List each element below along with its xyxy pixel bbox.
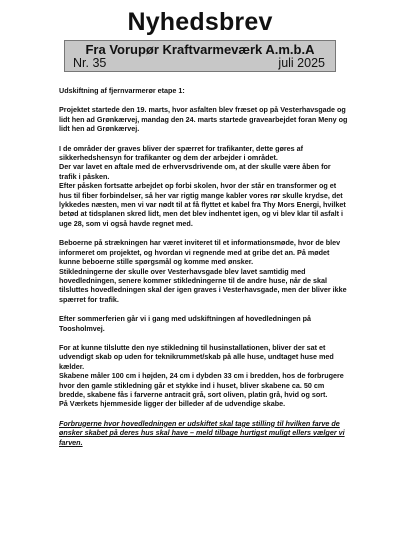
newsletter-title: Nyhedsbrev (127, 8, 273, 36)
footer-note: Forbrugerne hvor hovedledningen er udskiftet skal tage stilling til hvilken farve de ønsker skabet på deres hus skal have – meld tilbage hurtigst muligt ellers vælger vi farven. (59, 418, 345, 447)
article-heading: Udskiftning af fjernvarmerør etape 1: (59, 86, 185, 95)
article-body (59, 86, 349, 457)
paragraph-residents: Beboerne på strækningen har været inviteret til et informationsmøde, hvor de blev informeret om projektet, og hvordan vi regnende med at gribe det an. På mødet kunne beboerne stille spørgsmål og komme med ønsker. Stikledningerne der skulle over Vesterhavsgade blev lavet samtidig med hovedledningen, senere kommer stikledningerne til de andre huse, når de skal tilsluttes hovedledningen skal der igen graves i Vesterhavsgade, men der bliver ikke spærret for trafik. (59, 238, 347, 304)
paragraph-cabinets: For at kunne tilslutte den nye stikledning til husinstallationen, bliver der sat et udvendigt skab op uden for teknikrummet/skab på alle huse, undtaget huse med kælder. Skabene måler 100 cm i højden, 24 cm i dybden 33 cm i bredden, hos de forbrugere hvor den gamle stikledning går et stykke ind i huset, bliver skabene ca. 50 cm bredde, skabene fås i farverne antracit grå, sort oliven, platin grå, hvid og sort. På Værkets hjemmeside ligger der billeder af de udvendige skabe. (59, 342, 344, 409)
paragraph-traffic: I de områder der graves bliver der spærret for trafikanter, dette gøres af sikkerhedshensyn for trafikanter og dem der arbejder i området. Der var lavet en aftale med de erhvervsdrivende om, at der skulle være åben for trafik i påsken. Efter påsken fortsatte arbejdet op forbi skolen, hvor der står en transformer og et hus til fiber forbindelser, så her var rigtig mange kabler vores rør skulle krydse, det lykkedes næsten, men vi var nødt til at få flyttet et kabel fra Thy Mors Energi, hvilket betød at tidsplanen skred lidt, men det blev indhentet igen, og vi blev klar til asfalt i uge 28, som vi også havde regnet med. (59, 143, 346, 228)
issue-date: juli 2025 (278, 56, 325, 70)
organization-name: Fra Vorupør Kraftvarmeværk A.m.b.A (85, 42, 315, 57)
paragraph-summer: Efter sommerferien går vi i gang med udskiftningen af hovedledningen på Toosholmvej. (59, 314, 312, 333)
paragraph-project-start: Projektet startede den 19. marts, hvor asfalten blev fræset op på Vesterhavsgade og lidt hen ad Grønkærvej, mandag den 24. marts startede gravearbejdet foran Meny og lidt hen ad Grønkærvej. (59, 105, 348, 134)
masthead-banner (64, 40, 336, 72)
issue-number: Nr. 35 (73, 56, 107, 70)
